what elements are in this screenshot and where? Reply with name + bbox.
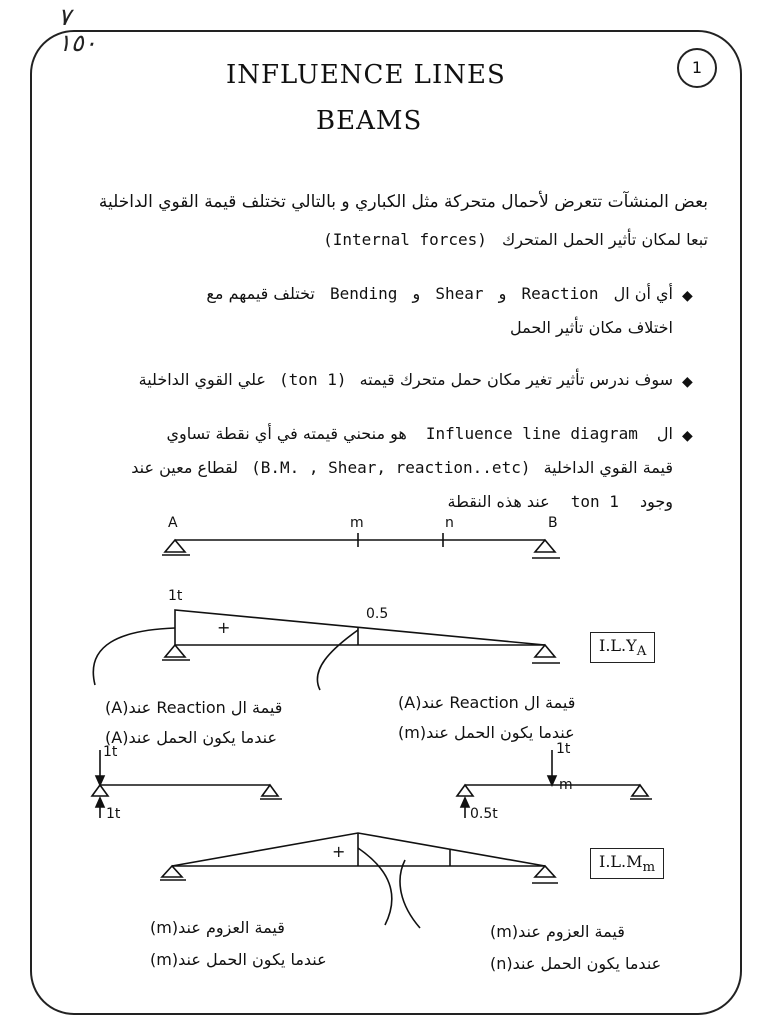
annotation-moment-left-1: قيمة العزوم عند(m) <box>150 918 285 937</box>
annotation-moment-right-1: قيمة العزوم عند(m) <box>490 922 625 941</box>
bullet-3-text: وجود <box>639 492 673 511</box>
ily-sign-plus: + <box>217 618 231 637</box>
intro-ar-text: تبعا لمكان تأثير الحمل المتحرك <box>502 230 708 249</box>
ily-value-1t: 1t <box>168 588 183 604</box>
ilm-box-text: I.L.M <box>599 852 643 871</box>
bullet-3-text: هو منحني قيمته في أي نقطة تساوي <box>166 424 407 443</box>
ily-box-label <box>590 632 655 663</box>
leader-line <box>317 630 358 690</box>
page-subtitle: BEAMS <box>316 106 423 136</box>
support-b <box>535 540 555 552</box>
page-title: INFLUENCE LINES <box>226 60 506 90</box>
ily-box-text: I.L.Y <box>599 636 637 655</box>
bullet-3-text: ال <box>656 424 673 443</box>
term-bending: Bending <box>329 284 398 303</box>
right-point-label: m <box>559 777 573 793</box>
label-a: A <box>168 515 178 531</box>
term-influence-line-diagram: Influence line diagram <box>425 424 638 443</box>
right-load-label: 1t <box>556 741 571 757</box>
handwritten-note: ٧ ١٥٠ <box>58 3 97 57</box>
ilm-box-label <box>590 848 664 879</box>
intro-en-term: (Internal forces) <box>323 230 487 249</box>
bullet-2-text: علي القوي الداخلية <box>138 370 266 389</box>
annotation-reaction-right-2: عندما يكون الحمل عند(m) <box>398 723 575 742</box>
value-1-ton: 1 ton <box>570 492 619 511</box>
value-1-ton: (1 ton) <box>279 370 347 389</box>
ilm-box-sub: m <box>642 860 656 876</box>
bullet-1-and: و <box>412 284 421 303</box>
leader-line <box>358 848 392 925</box>
left-reaction-label: 1t <box>106 806 121 822</box>
ily-support-b <box>535 645 555 657</box>
ily-support-a <box>165 645 185 657</box>
label-m: m <box>350 515 364 531</box>
bullet-3-text: لقطاع معين عند <box>131 458 239 477</box>
bullet-3-text: قيمة القوي الداخلية <box>543 458 673 477</box>
annotation-reaction-right-1: قيمة ال Reaction عند(A) <box>398 693 576 712</box>
support-a <box>165 540 185 552</box>
bullet-1-text: تختلف قيمهم مع <box>206 284 315 303</box>
annotation-moment-left-2: عندما يكون الحمل عند(m) <box>150 950 327 969</box>
term-shear: Shear <box>435 284 484 303</box>
annotation-reaction-left-2: عندما يكون الحمل عند(A) <box>105 728 278 747</box>
bullet-3-text: عند هذه النقطة <box>447 492 550 511</box>
page-number: 1 <box>677 48 717 88</box>
internal-forces-list: (B.M. , Shear, reaction..etc) <box>251 458 531 477</box>
annotation-moment-right-2: عندما يكون الحمل عند(n) <box>490 954 662 973</box>
bullet-icon: ◆ <box>682 428 693 444</box>
term-reaction: Reaction <box>521 284 599 303</box>
bullet-icon: ◆ <box>682 288 693 304</box>
left-load-label: 1t <box>103 744 118 760</box>
intro-line-1: بعض المنشآت تتعرض لأحمال متحركة مثل الكباري و بالتالي تختلف قيمة القوي الداخلية <box>98 192 708 212</box>
bullet-2-text: سوف ندرس تأثير تغير مكان حمل متحرك قيمته <box>359 370 673 389</box>
ilm-support-b <box>535 866 555 877</box>
label-b: B <box>548 515 558 531</box>
ily-value-0-5: 0.5 <box>366 606 389 622</box>
bullet-icon: ◆ <box>682 374 693 390</box>
bullet-1-text: أي أن ال <box>613 284 673 303</box>
ilm-support-a <box>162 866 182 877</box>
ily-box-sub: A <box>636 644 647 660</box>
ilm-sign-plus: + <box>332 842 346 861</box>
leader-line <box>400 860 420 928</box>
leader-line <box>93 628 175 685</box>
right-reaction-label: 0.5t <box>470 806 498 822</box>
bullet-1-line-2: اختلاف مكان تأثير الحمل <box>509 318 673 337</box>
label-n: n <box>445 515 454 531</box>
bullet-1-and: و <box>498 284 507 303</box>
annotation-reaction-left-1: قيمة ال Reaction عند(A) <box>105 698 283 717</box>
ily-curve <box>175 610 545 645</box>
